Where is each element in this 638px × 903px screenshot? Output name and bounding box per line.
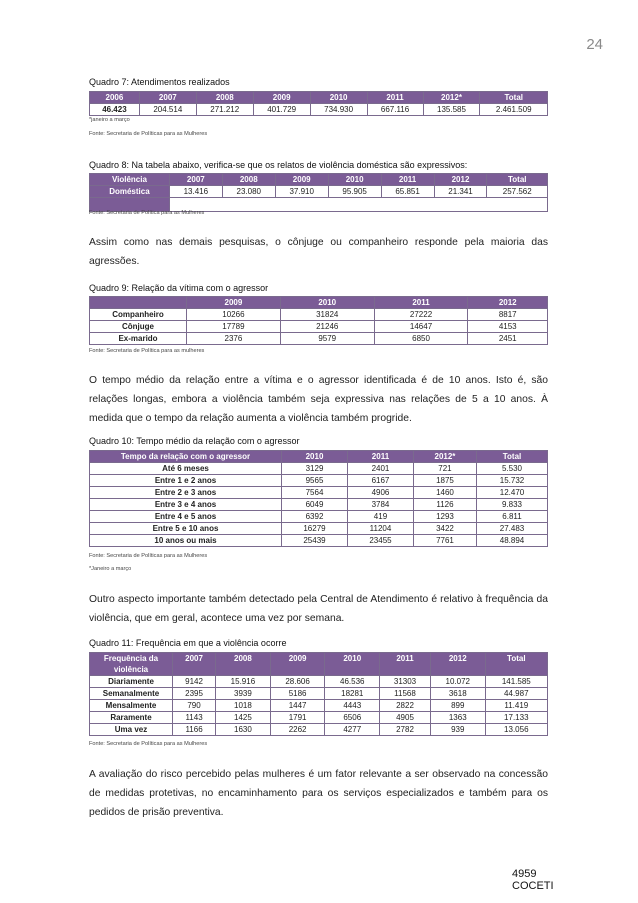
col-header: 2010 xyxy=(282,451,348,463)
cell: 5.530 xyxy=(476,463,547,475)
cell: 48.894 xyxy=(476,535,547,547)
table-row xyxy=(90,688,548,700)
col-header: 2011 xyxy=(380,653,431,676)
col-header: 2010 xyxy=(325,653,380,676)
row-label: Doméstica xyxy=(90,186,170,198)
table-row xyxy=(90,186,548,198)
cell: 204.514 xyxy=(139,104,196,116)
q7-table xyxy=(89,91,548,116)
q8-caption: Quadro 8: Na tabela abaixo, verifica-se que os relatos de violência doméstica são expressivos: xyxy=(89,160,468,170)
q10-source: Fonte: Secretaria de Políticas para as Mulheres xyxy=(89,553,208,559)
col-header: 2008 xyxy=(222,174,275,186)
cell: 12.470 xyxy=(476,487,547,499)
q8-table xyxy=(89,173,548,212)
cell: 3129 xyxy=(282,463,348,475)
cell: 25439 xyxy=(282,535,348,547)
cell: 6.811 xyxy=(476,511,547,523)
q9-source: Fonte: Secretaria de Política para as mulheres xyxy=(89,348,205,354)
col-header: 2008 xyxy=(216,653,271,676)
cell: 734.930 xyxy=(310,104,367,116)
row-label: Ex-marido xyxy=(90,333,187,345)
row-label: Mensalmente xyxy=(90,700,173,712)
table-header-row xyxy=(90,653,548,676)
table-header-row xyxy=(90,451,548,463)
col-header: 2012* xyxy=(423,92,480,104)
cell: 31303 xyxy=(380,676,431,688)
cell: 3784 xyxy=(347,499,413,511)
row-label: Entre 2 e 3 anos xyxy=(90,487,282,499)
row-label: Entre 1 e 2 anos xyxy=(90,475,282,487)
cell: 27.483 xyxy=(476,523,547,535)
row-label: Companheiro xyxy=(90,309,187,321)
q9-caption: Quadro 9: Relação da vítima com o agressor xyxy=(89,283,269,293)
row-label: Entre 4 e 5 anos xyxy=(90,511,282,523)
q10-table xyxy=(89,450,548,547)
q7-source: Fonte: Secretaria de Políticas para as Mulheres xyxy=(89,131,208,137)
cell: 10266 xyxy=(187,309,281,321)
col-header: 2007 xyxy=(169,174,222,186)
col-header: 2010 xyxy=(310,92,367,104)
cell: 257.562 xyxy=(487,186,548,198)
cell: 17789 xyxy=(187,321,281,333)
cell: 17.133 xyxy=(485,712,547,724)
cell: 4906 xyxy=(347,487,413,499)
cell: 4905 xyxy=(380,712,431,724)
row-label: Entre 3 e 4 anos xyxy=(90,499,282,511)
paragraph: O tempo médio da relação entre a vítima e o agressor identificada é de 10 anos. Isto é, são relações longas, embora a violência também seja expressiva nas relações de 5 a 10 anos. À medida que o tempo da relação aumenta a violência também progride. xyxy=(89,375,548,424)
col-header xyxy=(90,297,187,309)
col-header: 2012 xyxy=(468,297,548,309)
col-header: 2011 xyxy=(381,174,434,186)
col-header: Tempo da relação com o agressor xyxy=(90,451,282,463)
col-header: Violência xyxy=(90,174,170,186)
cell: 790 xyxy=(173,700,216,712)
q9-table xyxy=(89,296,548,345)
cell: 21.341 xyxy=(434,186,487,198)
cell: 1791 xyxy=(270,712,325,724)
cell: 13.056 xyxy=(485,724,547,736)
footer xyxy=(512,868,554,892)
table-row xyxy=(90,523,548,535)
cell: 1166 xyxy=(173,724,216,736)
footer-org: COCETI xyxy=(512,880,554,892)
cell: 3939 xyxy=(216,688,271,700)
empty-cell xyxy=(169,198,547,212)
cell: 8817 xyxy=(468,309,548,321)
cell: 1363 xyxy=(430,712,485,724)
cell: 46.536 xyxy=(325,676,380,688)
cell: 3618 xyxy=(430,688,485,700)
cell: 939 xyxy=(430,724,485,736)
col-header: Total xyxy=(476,451,547,463)
cell: 2401 xyxy=(347,463,413,475)
table-row xyxy=(90,475,548,487)
cell: 1447 xyxy=(270,700,325,712)
cell: 15.732 xyxy=(476,475,547,487)
col-header: 2009 xyxy=(187,297,281,309)
table-row xyxy=(90,535,548,547)
cell: 11568 xyxy=(380,688,431,700)
cell: 44.987 xyxy=(485,688,547,700)
col-header: 2012 xyxy=(434,174,487,186)
cell: 21246 xyxy=(280,321,374,333)
cell: 1875 xyxy=(413,475,476,487)
table-header-row xyxy=(90,174,548,186)
cell: 2822 xyxy=(380,700,431,712)
table-row xyxy=(90,321,548,333)
col-header: Total xyxy=(487,174,548,186)
table-row xyxy=(90,700,548,712)
col-header: 2010 xyxy=(280,297,374,309)
cell: 6392 xyxy=(282,511,348,523)
col-header: 2012 xyxy=(430,653,485,676)
col-header: 2009 xyxy=(275,174,328,186)
cell: 2262 xyxy=(270,724,325,736)
cell: 23.080 xyxy=(222,186,275,198)
cell: 16279 xyxy=(282,523,348,535)
row-label: Semanalmente xyxy=(90,688,173,700)
q10-note: *Janeiro a março xyxy=(89,566,132,572)
cell: 31824 xyxy=(280,309,374,321)
table-row xyxy=(90,724,548,736)
cell: 23455 xyxy=(347,535,413,547)
row-label: Uma vez xyxy=(90,724,173,736)
col-header: 2011 xyxy=(374,297,468,309)
cell: 401.729 xyxy=(253,104,310,116)
paragraph: A avaliação do risco percebido pelas mulheres é um fator relevante a ser observado na concessão de medidas protetivas, no encaminhamento para os serviços especializados e também para os pedidos de prisão preventiva. xyxy=(89,769,548,818)
col-header: 2011 xyxy=(347,451,413,463)
col-header: 2011 xyxy=(367,92,423,104)
cell: 37.910 xyxy=(275,186,328,198)
table-header-row xyxy=(90,297,548,309)
cell: 135.585 xyxy=(423,104,480,116)
table-row xyxy=(90,487,548,499)
q11-table xyxy=(89,652,548,736)
cell: 721 xyxy=(413,463,476,475)
cell: 2376 xyxy=(187,333,281,345)
cell: 9565 xyxy=(282,475,348,487)
col-header: 2006 xyxy=(90,92,140,104)
table-row xyxy=(90,463,548,475)
cell: 46.423 xyxy=(90,104,140,116)
q8-source: Fonte: Secretaria de Política para as Mulheres xyxy=(89,210,205,216)
cell: 141.585 xyxy=(485,676,547,688)
table-row xyxy=(90,676,548,688)
row-label: 10 anos ou mais xyxy=(90,535,282,547)
cell: 5186 xyxy=(270,688,325,700)
cell: 6506 xyxy=(325,712,380,724)
q7-caption: Quadro 7: Atendimentos realizados xyxy=(89,77,230,87)
table-header-row xyxy=(90,92,548,104)
cell: 2395 xyxy=(173,688,216,700)
row-label: Raramente xyxy=(90,712,173,724)
col-header: 2009 xyxy=(253,92,310,104)
cell: 95.905 xyxy=(328,186,381,198)
cell: 899 xyxy=(430,700,485,712)
cell: 1460 xyxy=(413,487,476,499)
cell: 13.416 xyxy=(169,186,222,198)
cell: 1630 xyxy=(216,724,271,736)
cell: 1126 xyxy=(413,499,476,511)
q7-note: *janeiro a março xyxy=(89,117,130,123)
cell: 1293 xyxy=(413,511,476,523)
cell: 6167 xyxy=(347,475,413,487)
col-header: 2008 xyxy=(196,92,253,104)
cell: 7761 xyxy=(413,535,476,547)
table-row xyxy=(90,104,548,116)
col-header: 2009 xyxy=(270,653,325,676)
col-header: 2007 xyxy=(173,653,216,676)
col-header: 2012* xyxy=(413,451,476,463)
cell: 4443 xyxy=(325,700,380,712)
page-number: 24 xyxy=(586,36,603,53)
q11-caption: Quadro 11: Frequência em que a violência ocorre xyxy=(89,638,287,648)
cell: 9.833 xyxy=(476,499,547,511)
paragraph: Outro aspecto importante também detectado pela Central de Atendimento é relativo à frequência da violência, que em geral, acontece uma vez por semana. xyxy=(89,594,548,624)
col-header: Total xyxy=(480,92,548,104)
table-row xyxy=(90,333,548,345)
cell: 2.461.509 xyxy=(480,104,548,116)
cell: 2451 xyxy=(468,333,548,345)
paragraph: Assim como nas demais pesquisas, o cônjuge ou companheiro responde pela maioria das agressões. xyxy=(89,237,548,267)
cell: 271.212 xyxy=(196,104,253,116)
table-row xyxy=(90,309,548,321)
cell: 27222 xyxy=(374,309,468,321)
q11-source: Fonte: Secretaria de Políticas para as Mulheres xyxy=(89,741,208,747)
cell: 15.916 xyxy=(216,676,271,688)
cell: 1018 xyxy=(216,700,271,712)
cell: 419 xyxy=(347,511,413,523)
cell: 4153 xyxy=(468,321,548,333)
table-row xyxy=(90,712,548,724)
footer-code: 4959 xyxy=(512,868,537,880)
cell: 6850 xyxy=(374,333,468,345)
q10-caption: Quadro 10: Tempo médio da relação com o agressor xyxy=(89,436,300,446)
cell: 9142 xyxy=(173,676,216,688)
cell: 667.116 xyxy=(367,104,423,116)
cell: 1425 xyxy=(216,712,271,724)
cell: 1143 xyxy=(173,712,216,724)
cell: 7564 xyxy=(282,487,348,499)
cell: 18281 xyxy=(325,688,380,700)
cell: 65.851 xyxy=(381,186,434,198)
table-row xyxy=(90,499,548,511)
cell: 28.606 xyxy=(270,676,325,688)
row-label: Entre 5 e 10 anos xyxy=(90,523,282,535)
cell: 9579 xyxy=(280,333,374,345)
col-header: 2010 xyxy=(328,174,381,186)
cell: 14647 xyxy=(374,321,468,333)
cell: 4277 xyxy=(325,724,380,736)
col-header: Frequência da violência xyxy=(90,653,173,676)
row-label: Até 6 meses xyxy=(90,463,282,475)
cell: 2782 xyxy=(380,724,431,736)
col-header: 2007 xyxy=(139,92,196,104)
row-label: Diariamente xyxy=(90,676,173,688)
cell: 10.072 xyxy=(430,676,485,688)
cell: 11.419 xyxy=(485,700,547,712)
cell: 6049 xyxy=(282,499,348,511)
cell: 11204 xyxy=(347,523,413,535)
cell: 3422 xyxy=(413,523,476,535)
table-row xyxy=(90,511,548,523)
col-header: Total xyxy=(485,653,547,676)
row-label: Cônjuge xyxy=(90,321,187,333)
